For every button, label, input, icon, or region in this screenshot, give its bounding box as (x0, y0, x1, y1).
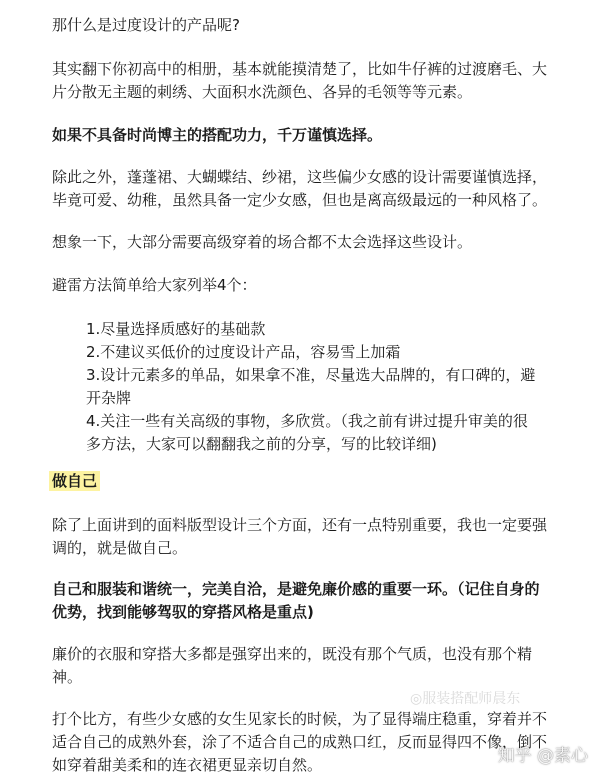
list-item (86, 364, 576, 410)
text-line: 4.关注一些有关高级的事物，多欣赏。（我之前有讲过提升审美的很 (86, 412, 528, 430)
text-line: 神。 (52, 668, 83, 686)
paragraph-intro-question (52, 14, 572, 37)
text-line: 避雷方法简单给大家列举4个： (52, 276, 257, 294)
zhihu-watermark: 知乎 @素心 (497, 746, 588, 766)
avoid-methods-list (86, 318, 576, 456)
paragraph-cheap-forced (52, 643, 572, 689)
author-seal-watermark: ◎服装搭配师晨东 (410, 691, 521, 707)
text-line: 适合自己的成熟外套，涂了不适合自己的成熟口红，反而显得四不像，倒不 (52, 733, 548, 751)
text-line: 打个比方，有些少女感的女生见家长的时候，为了显得端庄稳重，穿着并不 (52, 710, 548, 728)
list-item (86, 341, 576, 364)
text-line: 3.设计元素多的单品，如果拿不准，尽量选大品牌的，有口碑的，避 (86, 366, 536, 384)
paragraph-be-yourself (52, 514, 572, 560)
paragraph-album-examples (52, 58, 572, 104)
text-line: 开杂牌 (86, 389, 132, 407)
paragraph-example (52, 708, 572, 777)
paragraph-avoid-methods-intro (52, 274, 572, 297)
text-line: 1.尽量选择质感好的基础款 (86, 320, 266, 338)
text-line: 除此之外，蓬蓬裙、大蝴蝶结、纱裙，这些偏少女感的设计需要谨慎选择， (52, 168, 548, 186)
text-line: 调的，就是做自己。 (52, 539, 188, 557)
text-line: 想象一下，大部分需要高级穿着的场合都不太会选择这些设计。 (52, 233, 473, 251)
section-heading-text: 做自己 (49, 471, 100, 491)
text-line: 毕竟可爱、幼稚，虽然具备一定少女感，但也是离高级最远的一种风格了。 (52, 191, 548, 209)
paragraph-girlish-design (52, 166, 572, 212)
paragraph-bold-harmony (52, 578, 572, 624)
text-line: 其实翻下你初高中的相册，基本就能摸清楚了，比如牛仔裤的过渡磨毛、大 (52, 60, 548, 78)
text-line: 如穿着甜美柔和的连衣裙更显亲切自然。 (52, 756, 323, 774)
text-line: 2.不建议买低价的过度设计产品，容易雪上加霜 (86, 343, 401, 361)
list-item (86, 410, 576, 456)
text-line: 片分散无主题的刺绣、大面积水洗颜色、各异的毛领等等元素。 (52, 83, 473, 101)
paragraph-bold-caution (52, 124, 572, 147)
text-line: 如果不具备时尚博主的搭配功力，千万谨慎选择。 (52, 126, 383, 144)
text-line: 廉价的衣服和穿搭大多都是强穿出来的，既没有那个气质，也没有那个精 (52, 645, 533, 663)
text-line: 自己和服装和谐统一，完美自洽，是避免廉价感的重要一环。（记住自身的 (52, 580, 540, 598)
section-heading (52, 470, 572, 493)
text-line: 那什么是过度设计的产品呢? (52, 16, 240, 34)
text-line: 多方法，大家可以翻翻我之前的分享，写的比较详细) (86, 435, 437, 453)
paragraph-imagine-occasions (52, 231, 572, 254)
text-line: 除了上面讲到的面料版型设计三个方面，还有一点特别重要，我也一定要强 (52, 516, 548, 534)
list-item (86, 318, 576, 341)
text-line: 优势，找到能够驾驭的穿搭风格是重点) (52, 603, 314, 621)
